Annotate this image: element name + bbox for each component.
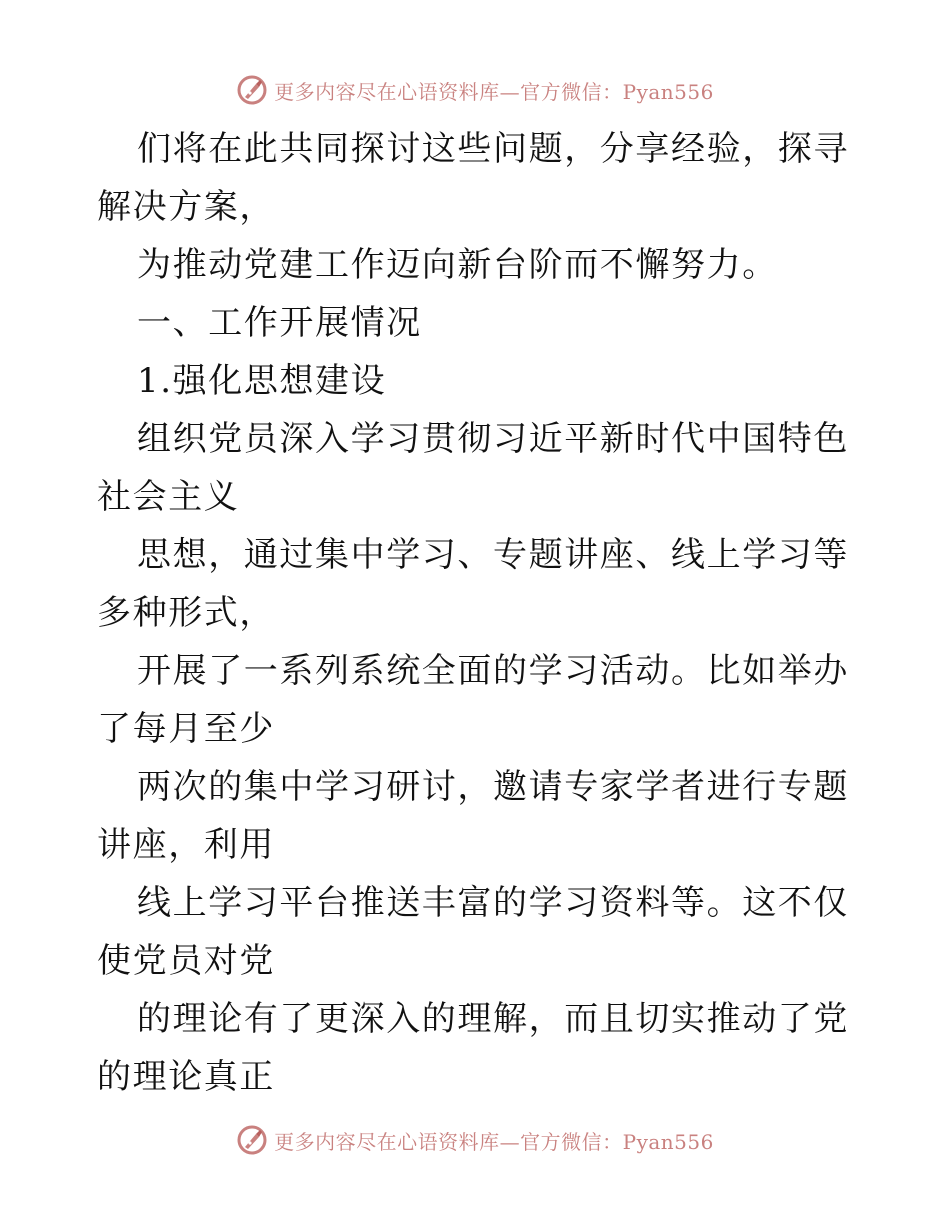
paragraph: 的理论有了更深入的理解，而且切实推动了党的理论真正 <box>97 999 849 1097</box>
paragraph: 为推动党建工作迈向新台阶而不懈努力。 <box>137 245 778 285</box>
fountain-pen-logo-icon <box>236 74 268 106</box>
paragraph: 线上学习平台推送丰富的学习资料等。这不仅使党员对党 <box>97 883 849 981</box>
paragraph: 思想，通过集中学习、专题讲座、线上学习等多种形式， <box>97 535 849 633</box>
paragraph: 们将在此共同探讨这些问题，分享经验，探寻解决方案， <box>97 129 849 227</box>
section-heading: 一、工作开展情况 <box>137 303 422 343</box>
paragraph: 两次的集中学习研讨，邀请专家学者进行专题讲座，利用 <box>97 767 849 865</box>
footer-watermark <box>0 1120 950 1160</box>
document-body <box>97 120 857 1106</box>
header-watermark <box>0 70 950 110</box>
fountain-pen-logo-icon <box>236 1124 268 1156</box>
paragraph: 开展了一系列系统全面的学习活动。比如举办了每月至少 <box>97 651 849 749</box>
paragraph: 组织党员深入学习贯彻习近平新时代中国特色社会主义 <box>97 419 849 517</box>
subsection-heading: 1.强化思想建设 <box>137 361 387 401</box>
watermark-text: 更多内容尽在心语资料库—官方微信：Pyan556 <box>274 1129 714 1154</box>
watermark-text: 更多内容尽在心语资料库—官方微信：Pyan556 <box>274 79 714 104</box>
